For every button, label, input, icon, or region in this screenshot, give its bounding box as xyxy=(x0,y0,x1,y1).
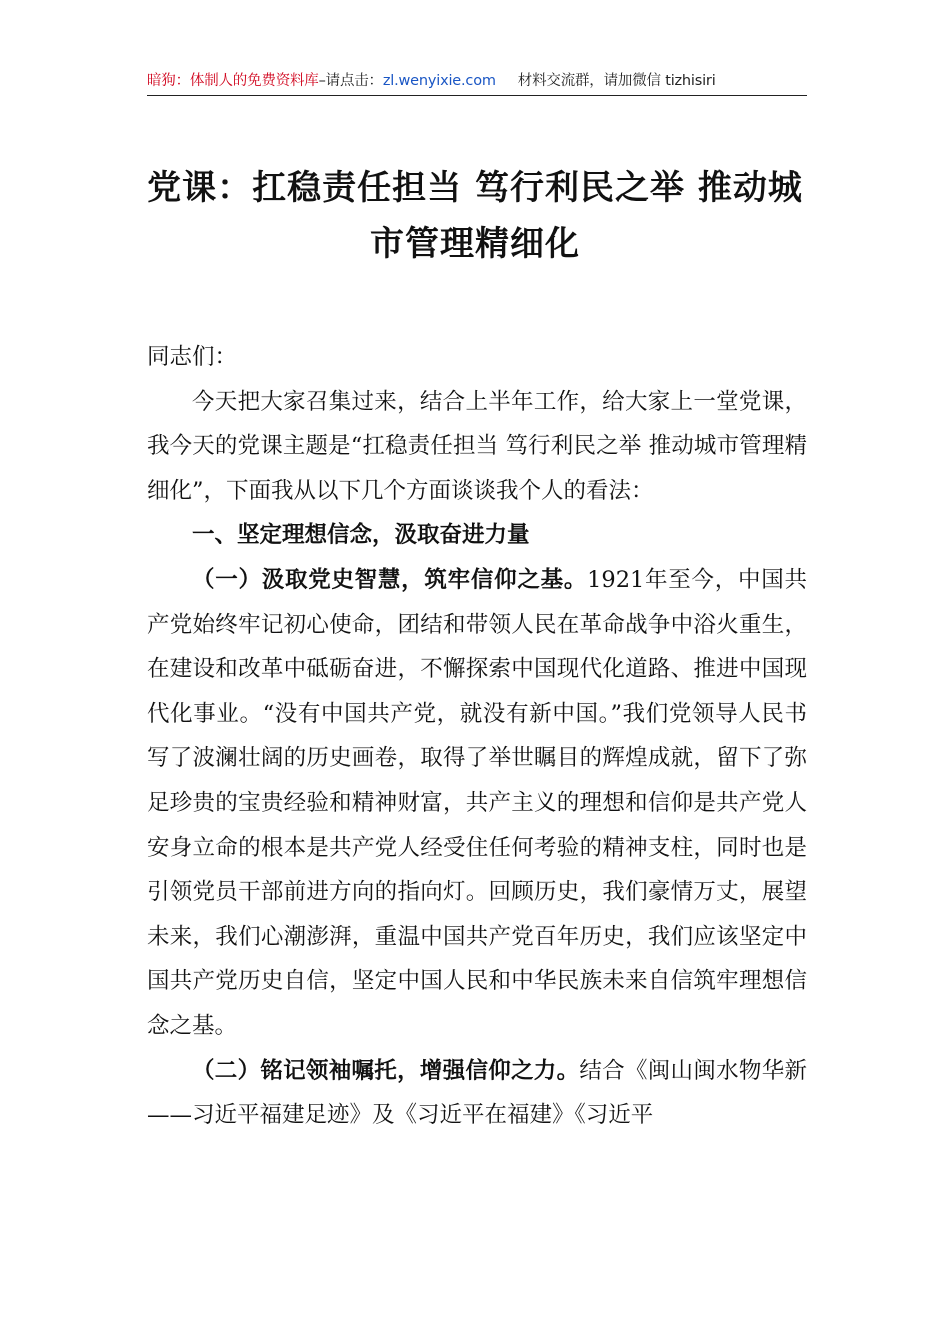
title-line-1: 党课：扛稳责任担当 笃行利民之举 推动城 xyxy=(147,168,803,208)
header-wechat-note: 材料交流群，请加微信 tizhisiri xyxy=(517,73,716,89)
title-line-2: 市管理精细化 xyxy=(370,224,580,264)
subsection-1-text: 1921年至今，中国共产党始终牢记初心使命，团结和带领人民在革命战争中浴火重生，在建设和改革中砥砺奋进，不懈探索中国现代化道路、推进中国现代化事业。“没有中国共产党，就没有新中国。”我们党领导人民书写了波澜壮阔的历史画卷，取得了举世瞩目的辉煌成就，留下了弥足珍贵的宝贵经验和精神财富，共产主义的理想和信仰是共产党人安身立命的根本是共产党人经受住任何考验的精神支柱，同时也是引领党员干部前进方向的指向灯。回顾历史，我们豪情万丈，展望未来，我们心潮澎湃，重温中国共产党百年历史，我们应该坚定中国共产党历史自信，坚定中国人民和中华民族未来自信筑牢理想信念之基。 xyxy=(147,566,807,1039)
greeting: 同志们： xyxy=(147,344,238,370)
section-heading-1: 一、坚定理想信念，汲取奋进力量 xyxy=(192,522,530,549)
subsection-1-lead: （一）汲取党史智慧，筑牢信仰之基。 xyxy=(192,566,588,593)
subsection-2-lead: （二）铭记领袖嘱托，增强信仰之力。 xyxy=(192,1057,580,1084)
document-title xyxy=(140,160,810,272)
document-body xyxy=(147,335,807,1138)
subsection-2-text: 结合《闽山闽水物华新——习近平福建足迹》及《习近平在福建》《习近平 xyxy=(147,1057,807,1129)
subsection-1-paragraph xyxy=(147,558,807,1049)
header-site-name: 暗狗：体制人的免费资料库 xyxy=(147,73,319,89)
header-click-prompt: –请点击： xyxy=(318,73,383,89)
subsection-2-paragraph xyxy=(147,1049,807,1138)
header-link[interactable]: zl.wenyixie.com xyxy=(382,73,496,89)
header-divider xyxy=(147,95,807,96)
header-banner xyxy=(147,70,807,96)
intro-paragraph: 今天把大家召集过来，结合上半年工作，给大家上一堂党课，我今天的党课主题是“扛稳责任担当 笃行利民之举 推动城市管理精细化”，下面我从以下几个方面谈谈我个人的看法： xyxy=(147,388,807,504)
